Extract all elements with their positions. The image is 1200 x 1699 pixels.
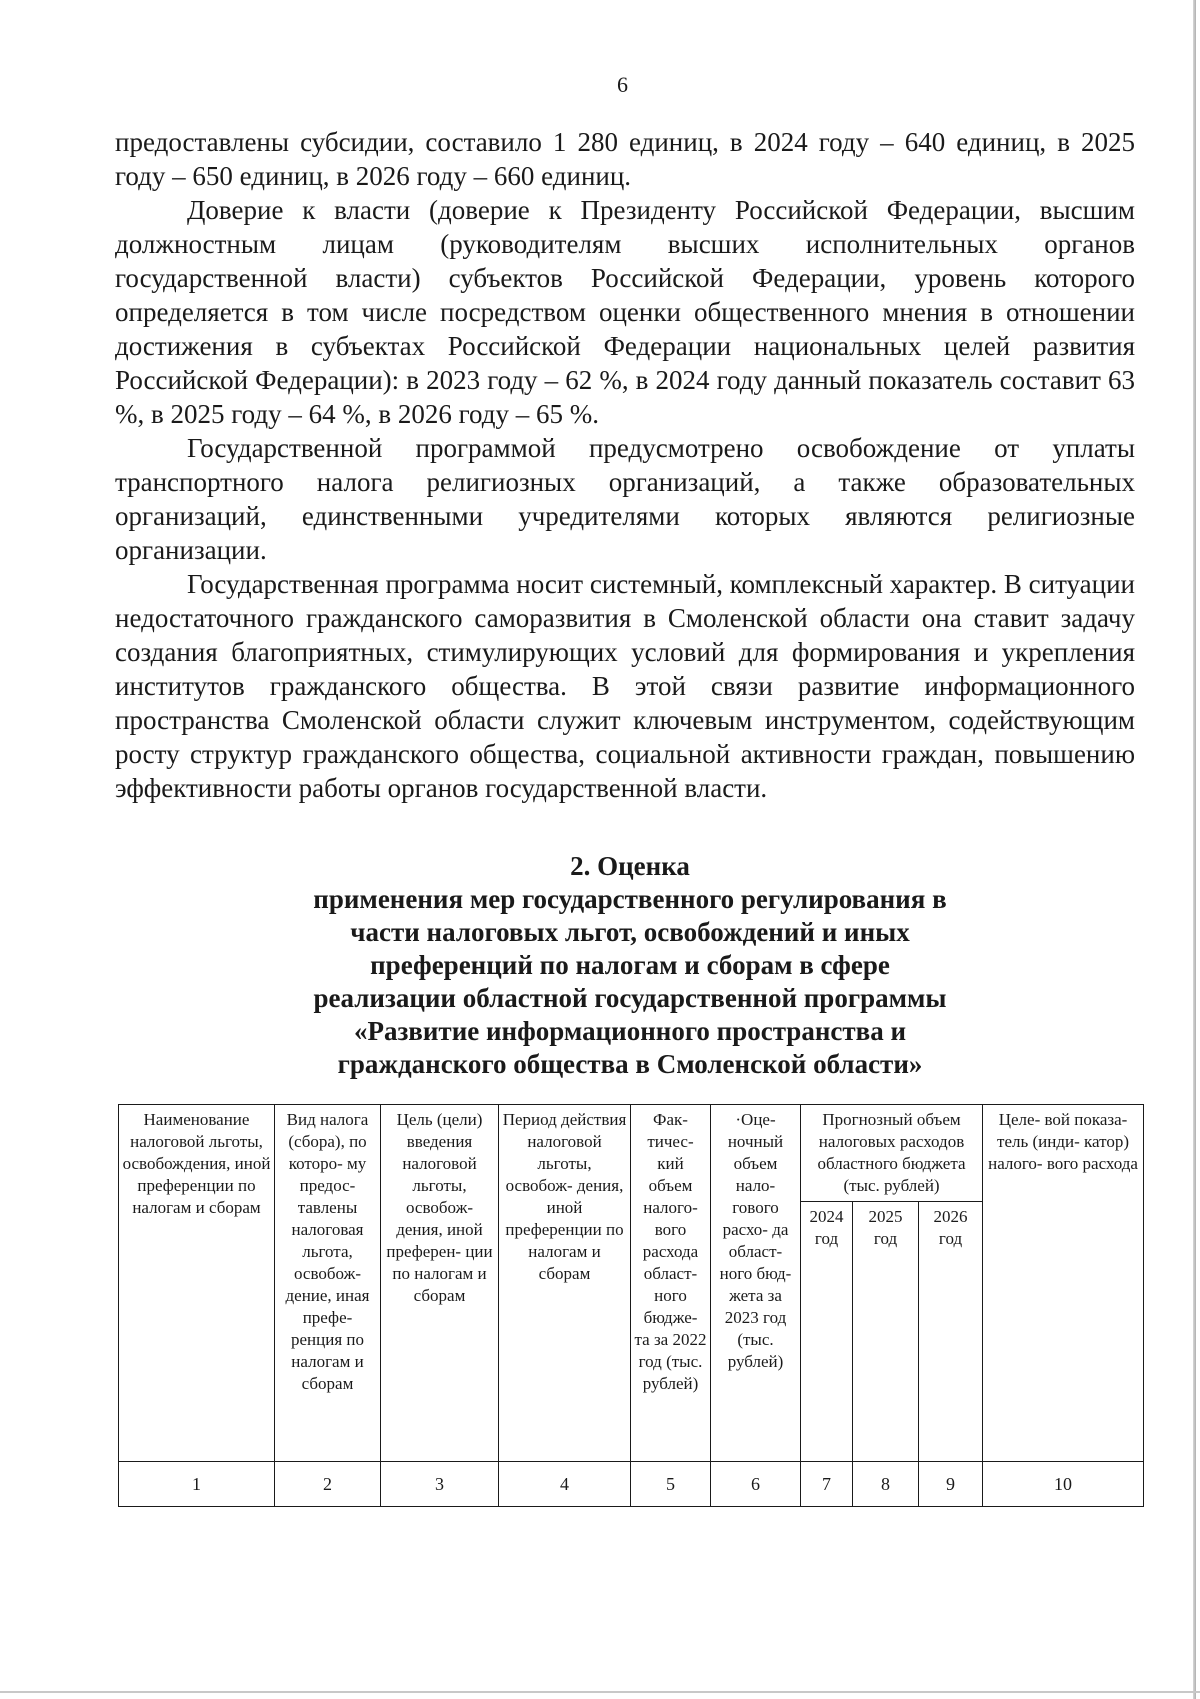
header-cell-2024: 2024 год: [801, 1202, 853, 1462]
header-cell-actual-2022: Фак- тичес- кий объем налого- вого расхода област- ного бюдже- та за 2022 год (тыс. рублей): [631, 1105, 711, 1462]
section-heading-line: преференций по налогам и сборам в сфере: [370, 950, 890, 980]
column-number-cell: 9: [919, 1462, 983, 1507]
column-number-cell: 6: [711, 1462, 801, 1507]
column-number-cell: 10: [983, 1462, 1144, 1507]
column-number-cell: 8: [853, 1462, 919, 1507]
header-cell-tax-type: Вид налога (сбора), по которо- му предос- тавлены налоговая льгота, освобож- дение, иная префе- ренция по налогам и сборам: [275, 1105, 381, 1462]
column-number-cell: 5: [631, 1462, 711, 1507]
paragraph-tax-exemption: Государственной программой предусмотрено освобождение от уплаты транспортного налога религиозных организаций, а также образовательных организаций, единственными учредителями которых являются религиозные организации.: [115, 433, 1135, 565]
column-number-cell: 7: [801, 1462, 853, 1507]
header-cell-forecast-group: Прогнозный объем налоговых расходов областного бюджета (тыс. рублей): [801, 1105, 983, 1202]
paragraph-trust: Доверие к власти (доверие к Президенту Российской Федерации, высшим должностным лицам (руководителям высших исполнительных органов государственной власти) субъектов Российской Федерации, уровень которого определяется в том числе посредством оценки общественного мнения в отношении достижения в субъектах Российской Федерации национальных целей развития Российской Федерации): в 2023 году – 62 %, в 2024 году данный показатель составит 63 %, в 2025 году – 64 %, в 2026 году – 65 %.: [115, 195, 1135, 429]
table-row: [119, 1462, 1144, 1507]
header-cell-2026: 2026 год: [919, 1202, 983, 1462]
header-cell-estimated-2023: ·Оце- ночный объем нало- гового расхо- да област- ного бюд- жета за 2023 год (тыс. рублей): [711, 1105, 801, 1462]
header-cell-period: Период действия налоговой льготы, освобож- дения, иной преференции по налогам и сборам: [499, 1105, 631, 1462]
section-heading-line: «Развитие информационного пространства и: [353, 1016, 907, 1046]
table-header-row: [119, 1105, 1144, 1202]
section-heading-line: 2. Оценка: [570, 851, 690, 881]
body-text: [115, 125, 1135, 805]
paragraph-continuation: предоставлены субсидии, составило 1 280 единиц, в 2024 году – 640 единиц, в 2025 году – 650 единиц, в 2026 году – 660 единиц.: [115, 127, 1135, 191]
section-heading-line: части налоговых льгот, освобождений и иных: [350, 917, 910, 947]
section-heading: [180, 850, 1080, 1081]
section-heading-line: реализации областной государственной программы: [313, 983, 947, 1013]
section-heading-line: гражданского общества в Смоленской области»: [337, 1049, 923, 1079]
column-number-cell: 2: [275, 1462, 381, 1507]
column-number-cell: 4: [499, 1462, 631, 1507]
column-number-cell: 3: [381, 1462, 499, 1507]
paragraph-program-character: Государственная программа носит системный, комплексный характер. В ситуации недостаточного гражданского саморазвития в Смоленской области она ставит задачу создания благоприятных, стимулирующих условий для формирования и укрепления институтов гражданского общества. В этой связи развитие информационного пространства Смоленской области служит ключевым инструментом, содействующим росту структур гражданского общества, социальной активности граждан, повышению эффективности работы органов государственной власти.: [115, 569, 1135, 803]
section-heading-line: применения мер государственного регулирования в: [313, 884, 947, 914]
header-cell-purpose: Цель (цели) введения налоговой льготы, освобож- дения, иной преферен- ции по налогам и сборам: [381, 1105, 499, 1462]
scan-edge-line: [0, 1691, 1200, 1693]
column-number-cell: 1: [119, 1462, 275, 1507]
header-cell-target-indicator: Целе- вой показа- тель (инди- катор) налого- вого расхода: [983, 1105, 1144, 1462]
header-cell-benefit-name: Наименование налоговой льготы, освобождения, иной преференции по налогам и сборам: [119, 1105, 275, 1462]
scan-edge-shadow: [1193, 0, 1196, 1699]
header-cell-2025: 2025 год: [853, 1202, 919, 1462]
page-number: 6: [617, 72, 628, 97]
tax-expenditure-table: [118, 1104, 1144, 1507]
